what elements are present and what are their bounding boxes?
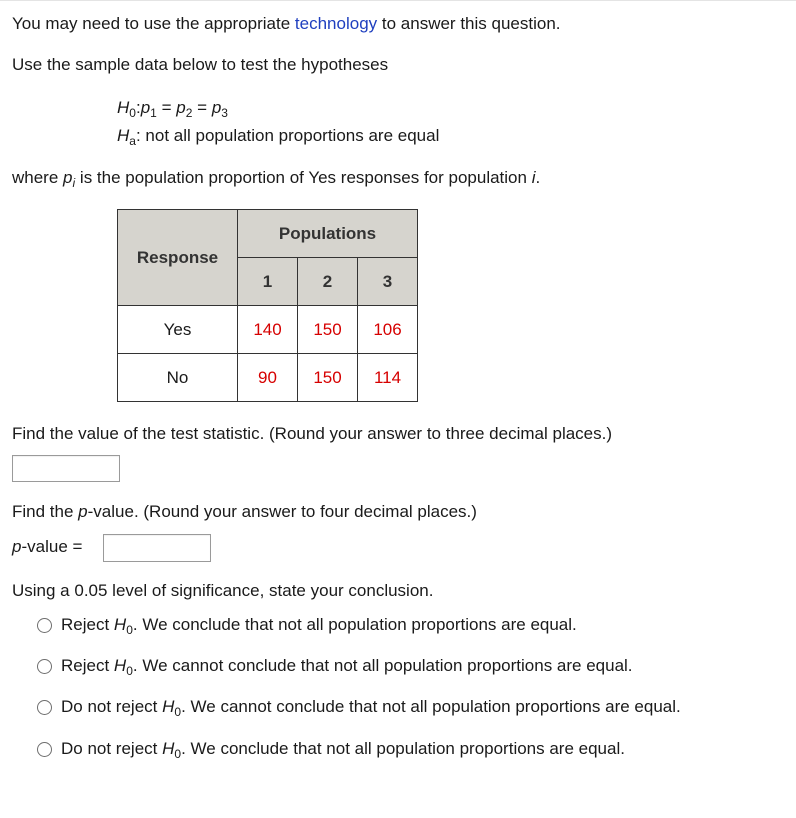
row-label: Yes bbox=[118, 306, 238, 354]
pvalue-label: p-value = bbox=[12, 537, 83, 556]
data-table bbox=[117, 209, 418, 402]
table-cell: 140 bbox=[238, 306, 298, 354]
table-cell: 106 bbox=[358, 306, 418, 354]
radio-option-1[interactable] bbox=[37, 618, 52, 633]
column-header: 1 bbox=[238, 258, 298, 306]
radio-option-4[interactable] bbox=[37, 742, 52, 757]
question-pvalue: Find the p-value. (Round your answer to four decimal places.) bbox=[12, 502, 477, 521]
where-text: where $p_i$ is the population proportion of Yes responses for population i. bbox=[12, 168, 541, 190]
option-4-label[interactable]: Do not reject $H_0$. We conclude that not all population proportions are equal. bbox=[61, 739, 625, 761]
row-label: No bbox=[118, 354, 238, 402]
column-header: 2 bbox=[298, 258, 358, 306]
table-cell: 114 bbox=[358, 354, 418, 402]
radio-option-2[interactable] bbox=[37, 659, 52, 674]
option-1-label[interactable]: Reject $H_0$. We conclude that not all population proportions are equal. bbox=[61, 615, 577, 637]
pvalue-input[interactable] bbox=[103, 534, 211, 562]
intro-text bbox=[12, 14, 561, 34]
table-cell: 150 bbox=[298, 306, 358, 354]
column-header: 3 bbox=[358, 258, 418, 306]
option-2-label[interactable]: Reject $H_0$. We cannot conclude that not all population proportions are equal. bbox=[61, 656, 633, 678]
question-conclusion: Using a 0.05 level of significance, state your conclusion. bbox=[12, 581, 434, 600]
instruction-text: Use the sample data below to test the hypotheses bbox=[12, 55, 389, 74]
populations-header: Populations bbox=[238, 210, 418, 258]
table-cell: 90 bbox=[238, 354, 298, 402]
table-cell: 150 bbox=[298, 354, 358, 402]
response-header: Response bbox=[118, 210, 238, 306]
table-row bbox=[118, 354, 418, 402]
intro-after: to answer this question. bbox=[381, 14, 561, 33]
intro-before: You may need to use the appropriate bbox=[12, 14, 291, 33]
top-divider bbox=[0, 0, 796, 1]
table-row bbox=[118, 306, 418, 354]
test-statistic-input[interactable] bbox=[12, 455, 120, 482]
technology-link[interactable]: technology bbox=[294, 14, 378, 33]
question-test-statistic: Find the value of the test statistic. (Round your answer to three decimal places.) bbox=[12, 424, 613, 443]
option-3-label[interactable]: Do not reject $H_0$. We cannot conclude that not all population proportions are equal. bbox=[61, 697, 681, 719]
alternative-hypothesis: $H_a$: not all population proportions are equal bbox=[117, 126, 440, 148]
null-hypothesis: $H_0:p_1 = p_2 = p_3$ bbox=[117, 98, 228, 120]
radio-option-3[interactable] bbox=[37, 700, 52, 715]
